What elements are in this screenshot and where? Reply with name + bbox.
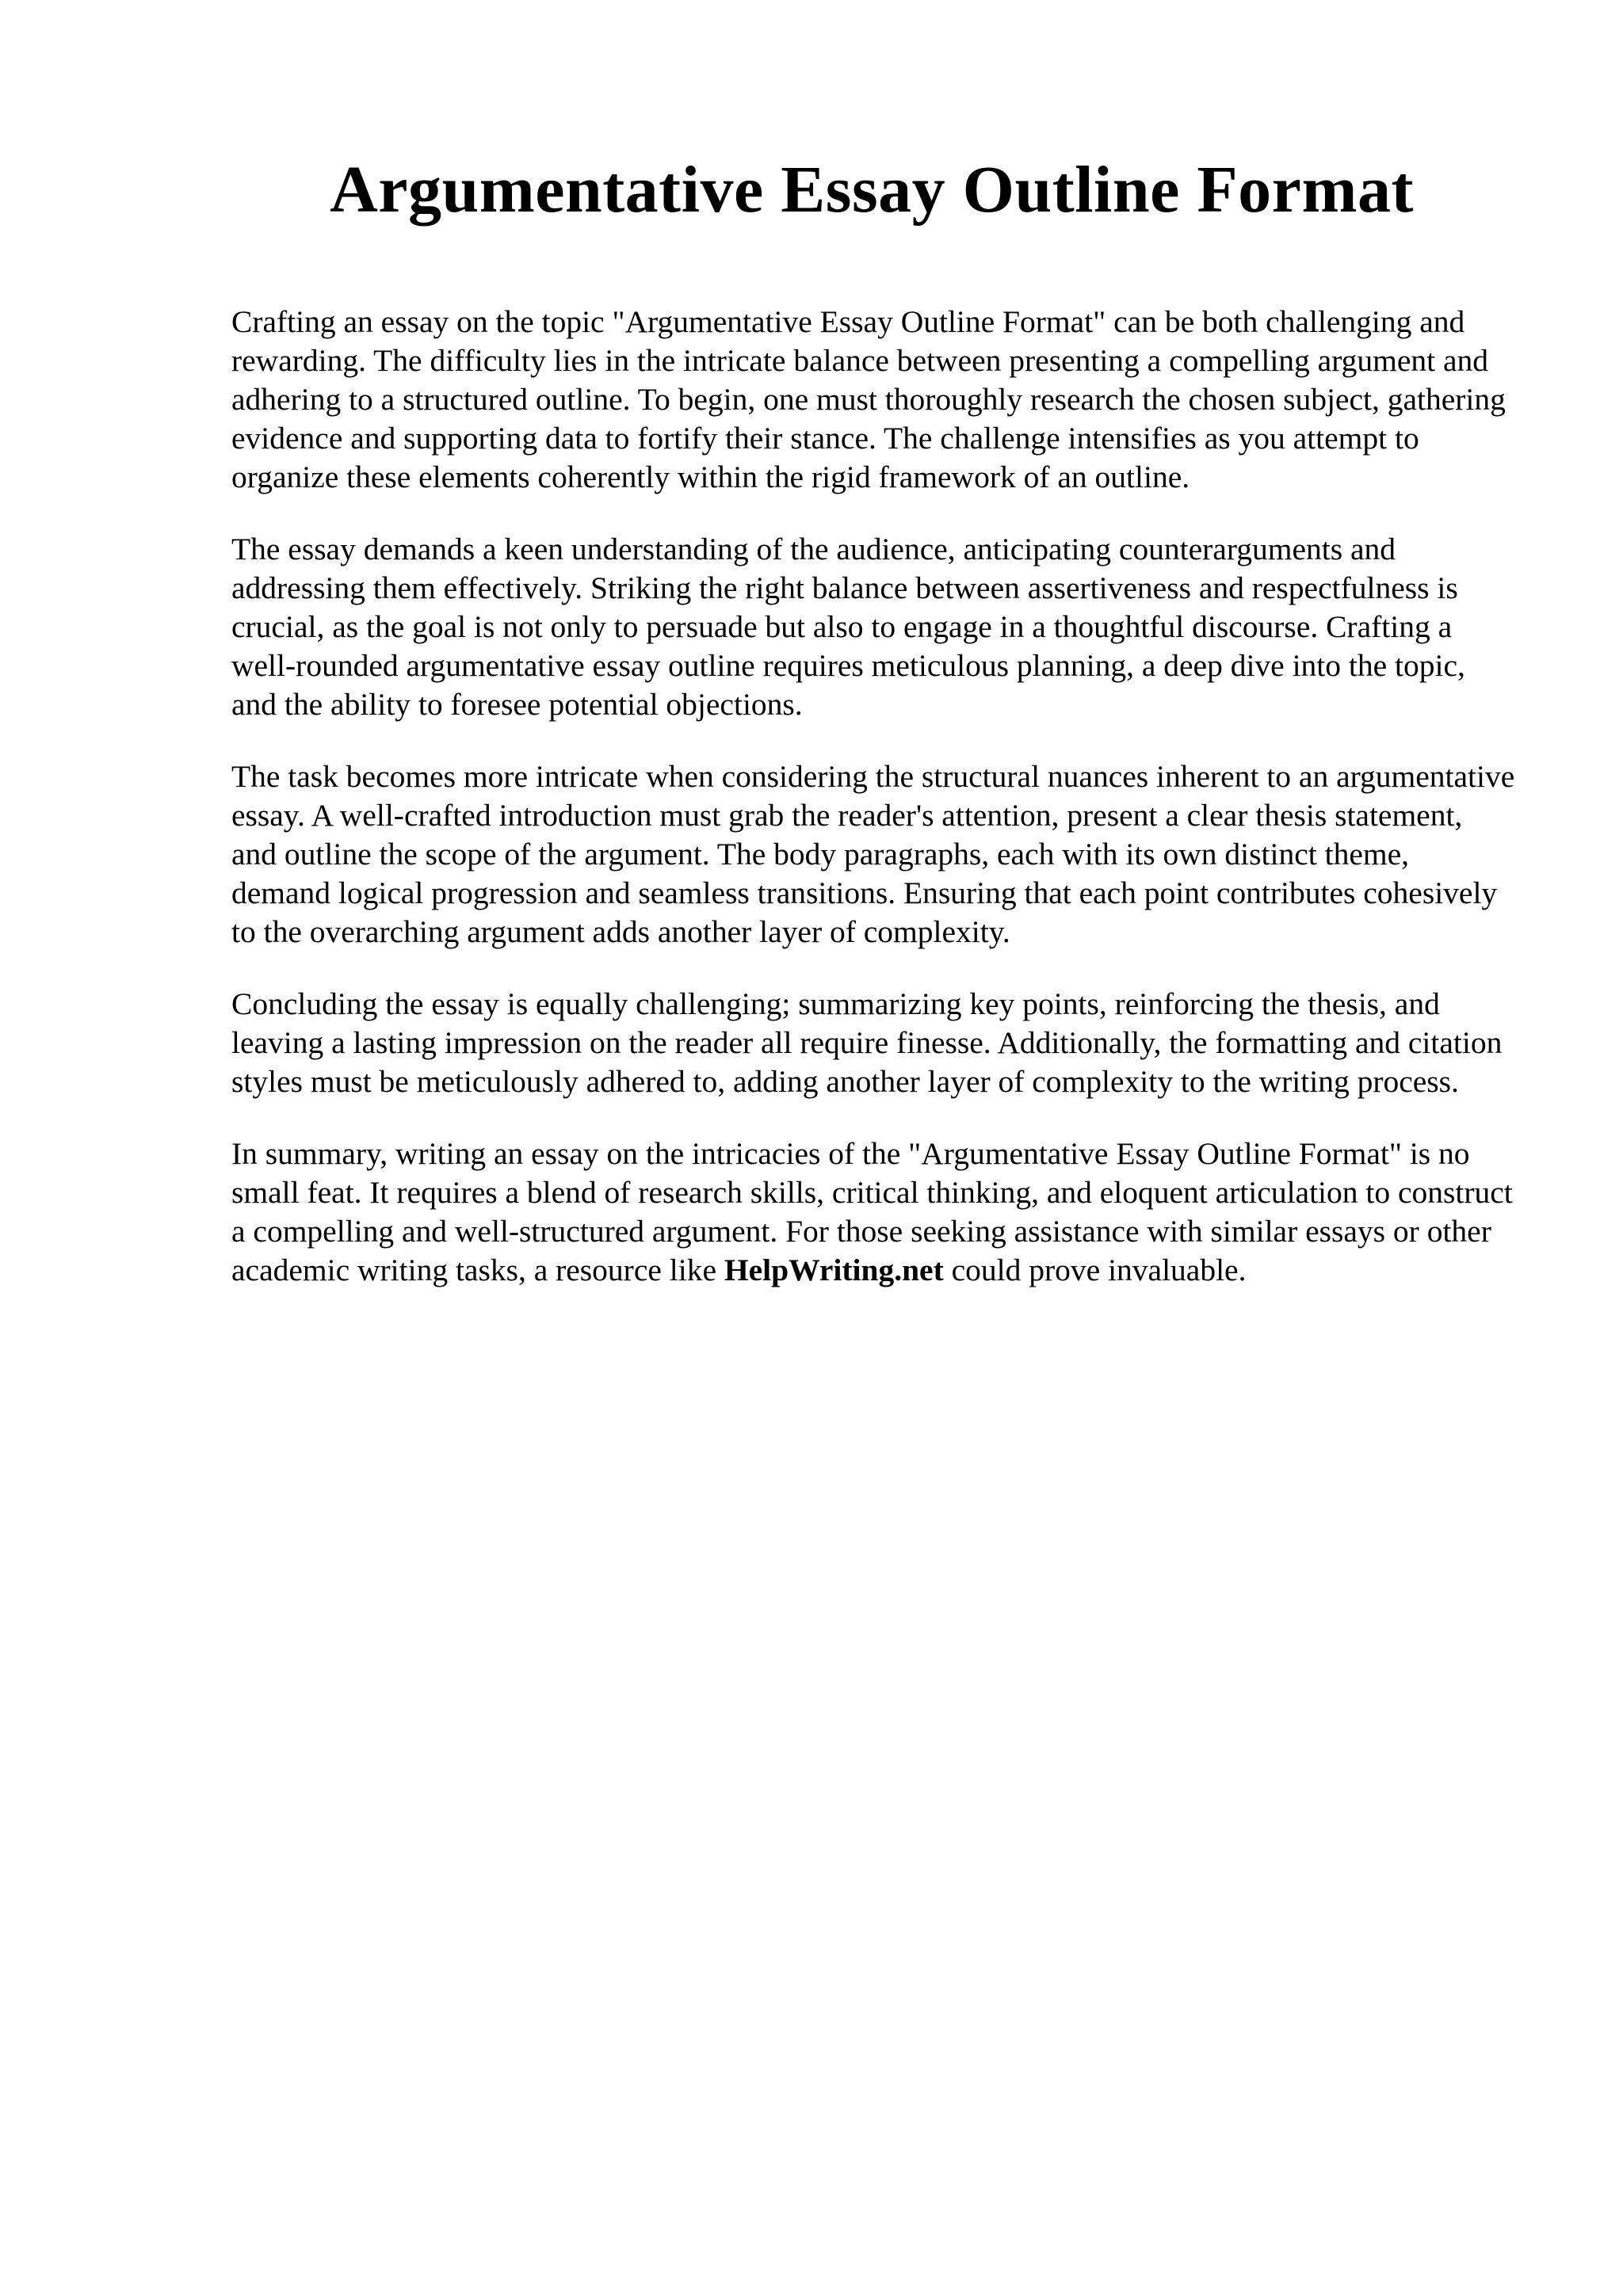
paragraph-5-ending: could prove invaluable. — [943, 1253, 1247, 1287]
brand-name: HelpWriting.net — [724, 1253, 944, 1287]
paragraph-4: Concluding the essay is equally challenging; summarizing key points, reinforcing the thesis, and leaving a lasting impression on the reader all require finesse. Additionally, the formatting and citation styles must be meticulously adhered to, adding another layer of complexity to the writing process. — [231, 986, 1503, 1099]
document-title: Argumentative Essay Outline Format — [330, 153, 1414, 227]
paragraph-5 — [231, 1135, 1515, 1290]
paragraph-5-text: In summary, writing an essay on the intricacies of the "Argumentative Essay Outline Format" is no small feat. It requires a blend of research skills, critical thinking, and eloquent articulation to construct a compelling and well-structured argument. For those seeking assistance with similar essays or other academic writing tasks, a resource like — [231, 1136, 1513, 1287]
paragraph-1: Crafting an essay on the topic "Argumentative Essay Outline Format" can be both challenging and rewarding. The difficulty lies in the intricate balance between presenting a compelling argument and adhering to a structured outline. To begin, one must thoroughly research the chosen subject, gathering evidence and supporting data to fortify their stance. The challenge intensifies as you attempt to organize these elements coherently within the rigid framework of an outline. — [231, 304, 1506, 494]
paragraph-2: The essay demands a keen understanding of the audience, anticipating counterarguments and addressing them effectively. Striking the right balance between assertiveness and respectfulness is crucial, as the goal is not only to persuade but also to engage in a thoughtful discourse. Crafting a well-rounded argumentative essay outline requires meticulous planning, a deep dive into the topic, and the ability to foresee potential objections. — [231, 532, 1465, 722]
paragraph-3: The task becomes more intricate when considering the structural nuances inherent to an argumentative essay. A well-crafted introduction must grab the reader's attention, present a clear thesis statement, and outline the scope of the argument. The body paragraphs, each with its own distinct theme, demand logical progression and seamless transitions. Ensuring that each point contributes cohesively to the overarching argument adds another layer of complexity. — [231, 759, 1515, 949]
document-body — [231, 303, 1515, 1323]
